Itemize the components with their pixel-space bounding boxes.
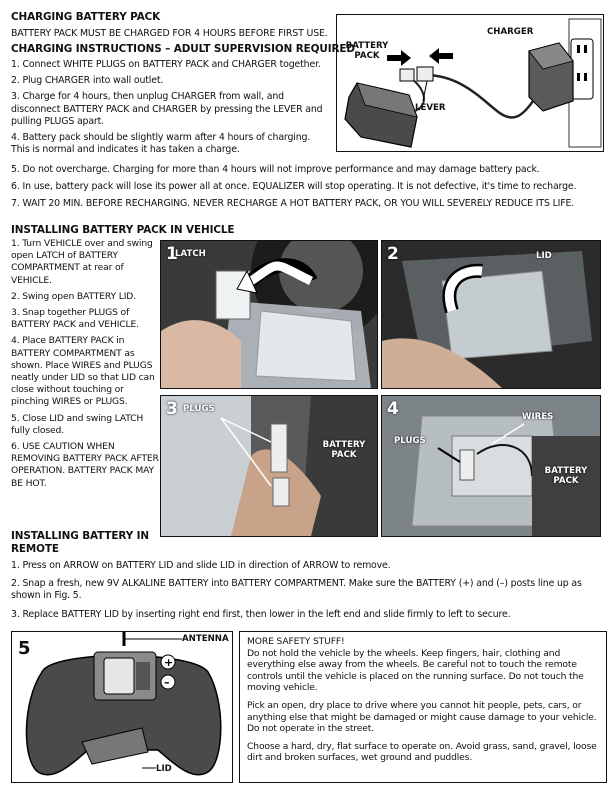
remote-steps (11, 560, 607, 621)
remote-step: 1. Press on ARROW on BATTERY LID and slide LID in direction of ARROW to remove. (11, 560, 391, 571)
install-steps (11, 238, 161, 490)
charging-steps-wide (11, 164, 607, 211)
charger-illustration (529, 43, 573, 111)
remote-heading: INSTALLING BATTERY IN REMOTE (11, 530, 150, 555)
charging-diagram-illustration (337, 15, 603, 151)
photo-label-battery-pack: BATTERY PACK (544, 466, 588, 486)
install-heading: INSTALLING BATTERY PACK IN VEHICLE (11, 224, 235, 236)
figure-5-remote (11, 631, 233, 783)
photo-step-1 (160, 240, 378, 389)
photo-label-latch: LATCH (175, 249, 206, 259)
charging-step: 4. Battery pack should be slightly warm after 4 hours of charging. This is normal and indicates it has taken a charge. (11, 132, 311, 156)
install-step: 6. USE CAUTION WHEN REMOVING BATTERY PACK AFTER OPERATION. BATTERY PACK MAY BE HOT. (11, 441, 159, 489)
charging-diagram (336, 14, 604, 152)
diagram-label-charger: CHARGER (487, 27, 534, 37)
charging-step: 1. Connect WHITE PLUGS on BATTERY PACK and CHARGER together. (11, 59, 321, 70)
photo-step-3 (160, 395, 378, 537)
photo-label-lid: LID (536, 251, 552, 261)
wall-outlet (571, 39, 593, 99)
charging-step: 6. In use, battery pack will lose its power all at once. EQUALIZER will stop operating. It is not defective, it's time to recharge. (11, 181, 577, 193)
photo-label-plugs: PLUGS (183, 404, 215, 414)
charging-steps (11, 59, 329, 156)
remote-illustration (12, 632, 232, 782)
photo-number: 3 (166, 399, 178, 419)
plug-left (400, 69, 414, 81)
photo-step-4 (381, 395, 601, 537)
plug-right (417, 67, 433, 81)
safety-heading: MORE SAFETY STUFF! (247, 636, 345, 647)
photo-number: 1 (166, 244, 178, 264)
safety-content (247, 636, 601, 764)
charging-heading: CHARGING BATTERY PACK (11, 11, 161, 23)
photo-label-plugs: PLUGS (394, 436, 426, 446)
safety-paragraph: Choose a hard, dry, flat surface to operate on. Avoid grass, sand, gravel, loose dirt and broken surfaces, wet ground and puddles. (247, 740, 597, 764)
battery-pack-illustration (345, 83, 417, 147)
figure-label-antenna: ANTENNA (182, 634, 229, 644)
install-step: 5. Close LID and swing LATCH fully closed. (11, 412, 144, 436)
diagram-label-lever: LEVER (415, 103, 446, 113)
diagram-label-battery-pack: BATTERY PACK (345, 41, 389, 61)
safety-paragraph: Do not hold the vehicle by the wheels. Keep fingers, hair, clothing and everything else away from the wheels. Be careful not to touch the remote controls until the vehicle is placed on the running surface. Do not touch the moving vehicle. (247, 647, 584, 694)
photo-number: 4 (387, 399, 399, 419)
svg-text:+: + (164, 656, 174, 669)
install-step: 3. Snap together PLUGS of BATTERY PACK and VEHICLE. (11, 307, 139, 331)
figure-label-lid: LID (156, 764, 172, 774)
install-step: 4. Place BATTERY PACK in BATTERY COMPARTMENT as shown. Place WIRES and PLUGS neatly under LID so that LID can close without touching or pinching WIRES or PLUGS. (11, 335, 155, 408)
install-step: 2. Swing open BATTERY LID. (11, 290, 137, 302)
charging-step: 2. Plug CHARGER into wall outlet. (11, 75, 164, 87)
remote-step: 3. Replace BATTERY LID by inserting right end first, then lower in the left end and slide firmly to left to secure. (11, 608, 511, 620)
svg-text:–: – (164, 676, 170, 689)
photo-label-wires: WIRES (522, 412, 554, 422)
charging-step: 3. Charge for 4 hours, then unplug CHARGER from wall, and disconnect BATTERY PACK and CHARGER by pressing the LEVER and pulling PLUGS apart. (11, 91, 323, 127)
charging-instructions-heading: CHARGING INSTRUCTIONS – ADULT SUPERVISION REQUIRED (11, 43, 355, 55)
remote-step: 2. Snap a fresh, new 9V ALKALINE BATTERY into BATTERY COMPARTMENT. Make sure the BATTERY (+) and (–) posts line up as shown in Fig. 5. (11, 578, 582, 602)
install-step: 1. Turn VEHICLE over and swing open LATCH of BATTERY COMPARTMENT at rear of VEHICLE. (11, 238, 153, 286)
photo-step-2 (381, 240, 601, 389)
charging-warning: BATTERY PACK MUST BE CHARGED FOR 4 HOURS BEFORE FIRST USE. (11, 28, 328, 39)
figure-number: 5 (18, 638, 31, 659)
charging-step: 7. WAIT 20 MIN. BEFORE RECHARGING. NEVER RECHARGE A HOT BATTERY PACK, OR YOU WILL SEVERELY REDUCE ITS LIFE. (11, 198, 575, 210)
safety-paragraph: Pick an open, dry place to drive where you cannot hit people, pets, cars, or anything else that might be damaged or might cause damage to your vehicle. Do not operate in the street. (247, 699, 597, 735)
charging-step: 5. Do not overcharge. Charging for more than 4 hours will not improve performance and may damage battery pack. (11, 164, 540, 175)
safety-box (239, 631, 607, 783)
photo-label-battery-pack: BATTERY PACK (322, 440, 366, 460)
photo-number: 2 (387, 244, 399, 264)
